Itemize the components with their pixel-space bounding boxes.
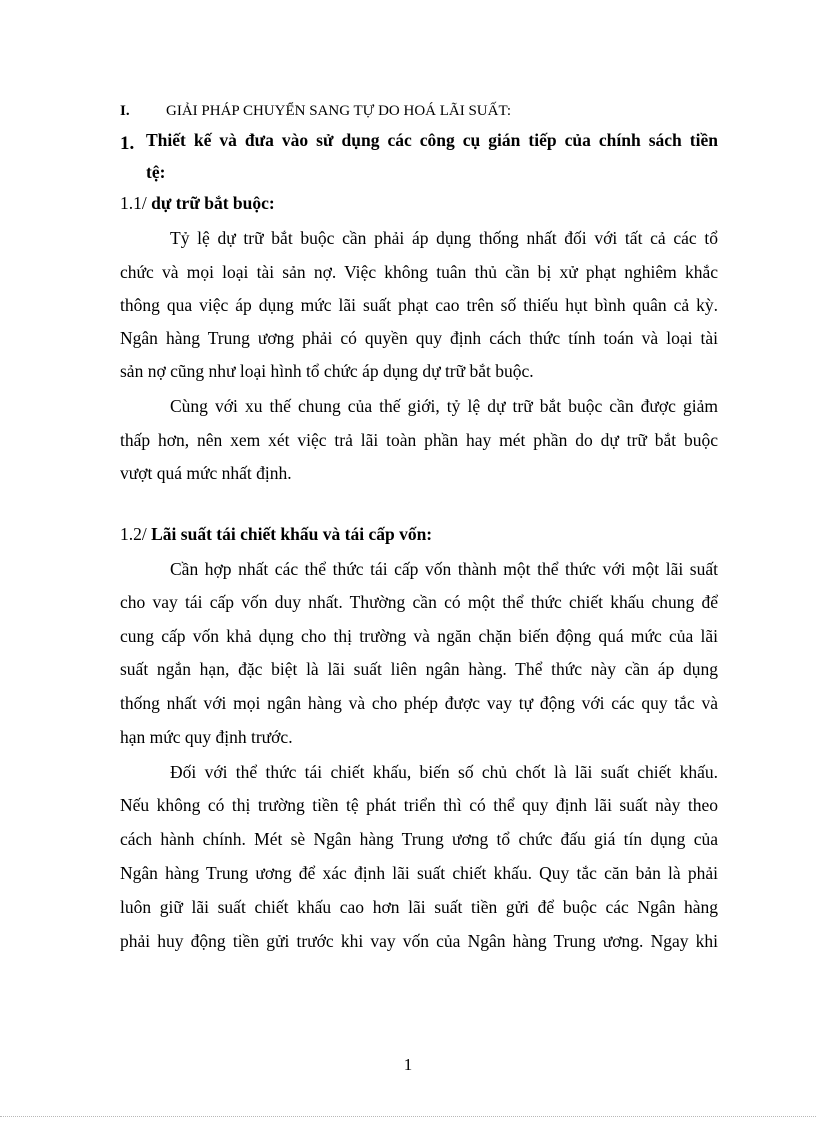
para3-line-3: cung cấp vốn khả dụng cho thị trường và ngăn chặn biến động quá mức của lãi [120,626,718,646]
para2-line-1: Cùng với xu thế chung của thế giới, tỷ lệ dự trữ bắt buộc cần được giảm [170,396,718,416]
para2-line-2: thấp hơn, nên xem xét việc trả lãi toàn phần hay mét phần do dự trữ bắt buộc [120,430,718,450]
heading-1-line-2: tệ: [146,162,166,182]
heading-roman-text: GIẢI PHÁP CHUYỂN SANG TỰ DO HOÁ LÃI SUẤT: [166,103,512,119]
section-1-2-title: Lãi suất tái chiết khấu và tái cấp vốn: [151,524,433,544]
page-number: 1 [403,1055,413,1074]
para1-line-5: sản nợ cũng như loại hình tổ chức áp dụng dự trữ bắt buộc. [120,361,534,381]
section-1-1-heading [120,193,275,214]
para1-line-1: Tỷ lệ dự trữ bắt buộc cần phải áp dụng thống nhất đối với tất cả các tổ [170,228,718,248]
heading-roman [120,103,511,120]
section-1-2-heading [120,524,432,545]
para4-line-2: Nếu không có thị trường tiền tệ phát triển thì có thể quy định lãi suất này theo [120,795,718,815]
para1-line-4: Ngân hàng Trung ương phải có quyền quy định cách thức tính toán và loại tài [120,328,718,348]
para3-line-5: thống nhất với mọi ngân hàng và cho phép được vay tự động với các quy tắc và [120,693,718,713]
heading-1-line-1: Thiết kế và đưa vào sử dụng các công cụ gián tiếp của chính sách tiền [146,130,718,150]
para4-line-4: Ngân hàng Trung ương để xác định lãi suất chiết khấu. Quy tắc căn bản là phải [120,863,718,883]
section-1-1-number: 1.1/ [120,193,147,213]
heading-1-number: 1. [120,133,135,154]
page-bottom-border [0,1116,816,1117]
para4-line-5: luôn giữ lãi suất chiết khấu cao hơn lãi suất tiền gửi để buộc các Ngân hàng [120,897,718,917]
para3-line-2: cho vay tái cấp vốn duy nhất. Thường cần có một thể thức chiết khấu chung để [120,592,718,612]
heading-roman-number: I. [120,103,130,119]
para4-line-6: phải huy động tiền gửi trước khi vay vốn của Ngân hàng Trung ương. Ngay khi [120,931,718,951]
para4-line-1: Đối với thể thức tái chiết khấu, biến số chủ chốt là lãi suất chiết khấu. [170,762,718,782]
section-1-1-title: dự trữ bắt buộc: [151,193,275,213]
para1-line-3: thông qua việc áp dụng mức lãi suất phạt cao trên số thiếu hụt bình quân cả kỳ. [120,295,718,315]
para3-line-6: hạn mức quy định trước. [120,727,293,747]
para3-line-4: suất ngắn hạn, đặc biệt là lãi suất liên ngân hàng. Thể thức này cần áp dụng [120,659,718,679]
section-1-2-number: 1.2/ [120,524,147,544]
para2-line-3: vượt quá mức nhất định. [120,463,292,483]
para4-line-3: cách hành chính. Mét sè Ngân hàng Trung ương tổ chức đấu giá tín dụng của [120,829,718,849]
para3-line-1: Cần hợp nhất các thể thức tái cấp vốn thành một thể thức với một lãi suất [170,559,718,579]
para1-line-2: chức và mọi loại tài sản nợ. Việc không tuân thủ cần bị xử phạt nghiêm khắc [120,262,718,282]
